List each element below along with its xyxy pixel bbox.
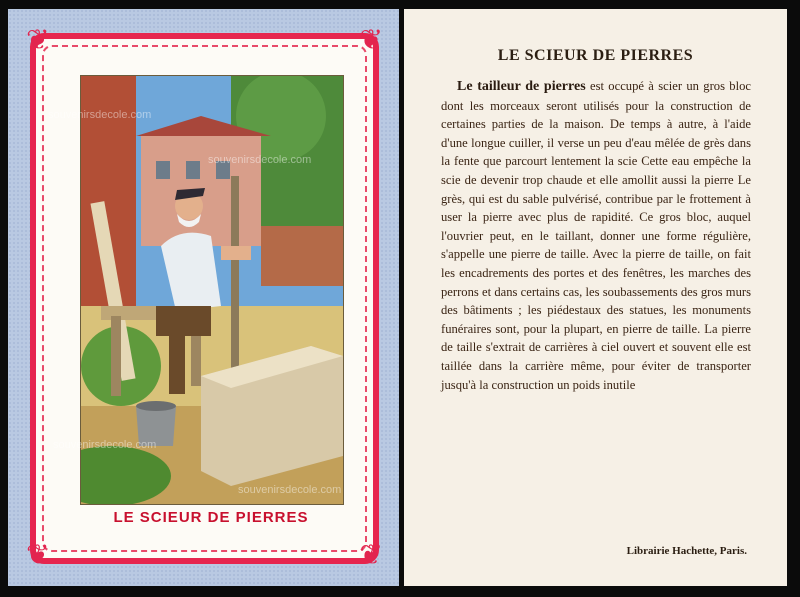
- watermark-text: souvenirsdecole.com: [208, 154, 312, 166]
- watermark-text: souvenirsdecole.com: [53, 439, 157, 451]
- corner-flourish-icon: ❦: [26, 25, 50, 56]
- corner-flourish-icon: ❦: [359, 25, 383, 56]
- corner-flourish-icon: ❦: [26, 540, 50, 571]
- corner-flourish-icon: ❦: [359, 540, 383, 571]
- text-card: [404, 9, 787, 586]
- watermark-text: souvenirsdecole.com: [48, 109, 152, 121]
- lead-phrase: Le tailleur de pierres: [457, 79, 586, 94]
- illustrated-card: [8, 9, 399, 586]
- body-paragraph: [441, 77, 751, 394]
- publisher-line: Librairie Hachette, Paris.: [626, 545, 747, 557]
- illustration-caption: LE SCIEUR DE PIERRES: [113, 509, 309, 526]
- body-text: est occupé à scier un gros bloc dont les morceaux seront utilisés pour la construction de certaines parties de la maison. De temps à autre, à l'aide d'une longue cuiller, il verse un peu d'eau mêlée de grès dans la fente que parcourt lentement la scie Cette eau empêche la scie de devenir trop chaude et elle amollit aussi la pierre Le grès, qui est du sable pulvérisé, contribue par le frottement à user la pierre avec plus de rapidité. Ce gros bloc, auquel l'ouvrier peut, en le taillant, donner une forme régulière, s'appelle une pierre de taille. Avec la pierre de taille, on fait les encadrements des portes et des fenêtres, les marches des perrons et dans certains cas, les soubassements des gros murs des bâtiments ; les piédestaux des statues, les monuments funéraires sont, pour la plupart, en pierre de taille. La pierre de taille s'extrait de carrières à ciel ouvert et souvent elle est taillée dans la carrière même, pour éviter de transporter jusqu'à la construction un poids inutile: [441, 79, 751, 392]
- page-title: LE SCIEUR DE PIERRES: [497, 47, 694, 64]
- watermark-text: souvenirsdecole.com: [238, 484, 342, 496]
